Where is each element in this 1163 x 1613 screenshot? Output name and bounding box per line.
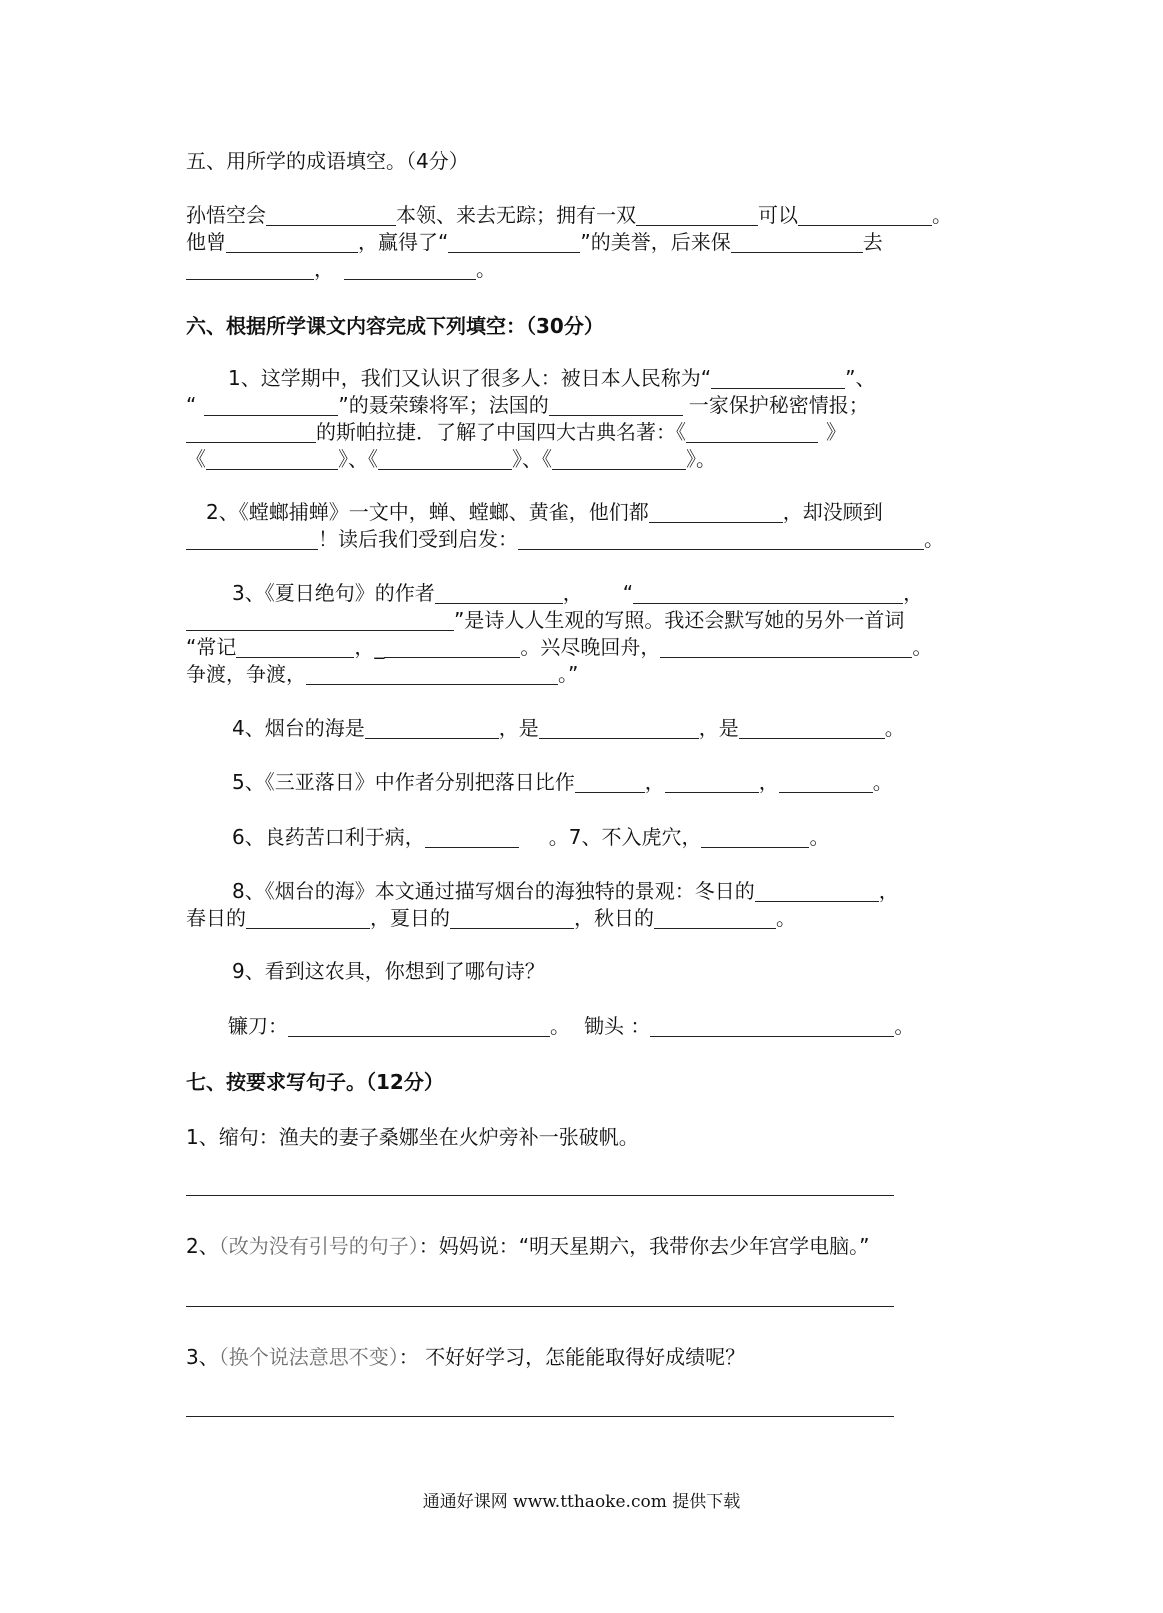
- text: ，: [314, 257, 334, 281]
- text: 3、《夏日绝句》的作者: [232, 581, 435, 605]
- s7-q1: 1、缩句：渔夫的妻子桑娜坐在火炉旁补一张破帆。: [186, 1125, 639, 1149]
- blank-field[interactable]: [378, 449, 512, 470]
- section-7-heading: 七、按要求写句子。（12分）: [186, 1070, 444, 1094]
- s5-line-2: [186, 229, 883, 255]
- blank-field[interactable]: [755, 881, 879, 902]
- q1-line-4: [186, 446, 716, 472]
- blank-field[interactable]: [711, 368, 845, 389]
- blank-field[interactable]: [731, 232, 863, 253]
- text: 。: [894, 1014, 915, 1038]
- text: 。: [476, 257, 496, 281]
- answer-line[interactable]: [186, 1416, 894, 1417]
- text: ，是: [498, 716, 539, 740]
- q6-q7-line: [232, 824, 829, 850]
- text: “: [186, 393, 197, 417]
- s5-line-1: [186, 202, 952, 228]
- text: ，: [562, 581, 583, 605]
- blank-field[interactable]: [186, 422, 316, 443]
- answer-line[interactable]: [186, 1195, 894, 1196]
- text: 春日的: [186, 906, 246, 930]
- text: 。7、不入虎穴，: [548, 825, 702, 849]
- blank-field[interactable]: [306, 664, 558, 685]
- blank-field[interactable]: [549, 395, 683, 416]
- text: “常记: [186, 635, 237, 659]
- text: 的斯帕拉捷．了解了中国四大古典名著：《: [316, 420, 686, 444]
- text: 2、《螳螂捕蝉》一文中，蝉、螳螂、黄雀，他们都: [206, 500, 649, 524]
- text: 他曾: [186, 230, 226, 254]
- text: ，_: [354, 635, 385, 659]
- blank-field[interactable]: [226, 232, 358, 253]
- blank-field[interactable]: [575, 772, 645, 793]
- blank-field[interactable]: [344, 259, 476, 280]
- blank-field[interactable]: [384, 637, 520, 658]
- text: 。: [776, 906, 796, 930]
- instruction-text: （换个说法意思不变）: [218, 1345, 399, 1369]
- text: ，: [644, 770, 665, 794]
- blank-field[interactable]: [288, 1016, 550, 1037]
- s5-line-3: [186, 256, 496, 282]
- text: 》、《: [512, 447, 552, 471]
- text: 6、良药苦口利于病，: [232, 825, 425, 849]
- blank-field[interactable]: [654, 908, 776, 929]
- blank-field[interactable]: [636, 205, 758, 226]
- q9-line-1: 9、看到这农具，你想到了哪句诗？: [232, 959, 545, 983]
- text: ”是诗人人生观的写照。我还会默写她的另外一首词: [454, 608, 905, 632]
- instruction-text: （改为没有引号的句子）: [218, 1234, 419, 1258]
- blank-field[interactable]: [552, 449, 686, 470]
- q3-line-1: [232, 580, 923, 606]
- blank-field[interactable]: [701, 827, 809, 848]
- text: 。: [550, 1014, 570, 1038]
- q3-line-3: [186, 634, 932, 660]
- blank-field[interactable]: [246, 908, 370, 929]
- text: 。: [932, 203, 952, 227]
- text: 。兴尽晚回舟，: [520, 635, 661, 659]
- q8-line-2: [186, 905, 796, 931]
- blank-field[interactable]: [425, 827, 519, 848]
- text: ，: [758, 770, 779, 794]
- text: 镰刀：: [228, 1014, 288, 1038]
- section-5-heading: 五、用所学的成语填空。（4分）: [186, 149, 469, 173]
- text: ”的聂荣臻将军；法国的: [338, 393, 549, 417]
- blank-field[interactable]: [365, 718, 499, 739]
- blank-field[interactable]: [779, 772, 873, 793]
- blank-field[interactable]: [539, 718, 699, 739]
- blank-field[interactable]: [650, 1016, 894, 1037]
- blank-field[interactable]: [266, 205, 396, 226]
- text: 。: [912, 635, 933, 659]
- text: 去: [862, 230, 883, 254]
- text: 1、这学期中，我们又认识了很多人：被日本人民称为“: [228, 366, 712, 390]
- text: 可以: [758, 203, 798, 227]
- text: 一家保护秘密情报；: [688, 393, 869, 417]
- text: ，: [903, 581, 924, 605]
- q1-line-3: [186, 419, 846, 445]
- q2-line-2: [186, 526, 944, 552]
- text: ，夏日的: [370, 906, 450, 930]
- text: 5、《三亚落日》中作者分别把落日比作: [232, 770, 575, 794]
- text: 》: [826, 420, 846, 444]
- text: ： 不好好学习，怎能能取得好成绩呢？: [398, 1345, 746, 1369]
- text: ，秋日的: [574, 906, 654, 930]
- text: 4、烟台的海是: [232, 716, 365, 740]
- text: 孙悟空会: [186, 203, 266, 227]
- q2-line-1: [206, 499, 883, 525]
- text: 。: [884, 716, 905, 740]
- blank-field[interactable]: [435, 583, 563, 604]
- page-footer: 通通好课网 www.tthaoke.com 提供下载: [422, 1492, 741, 1512]
- text: 8、《烟台的海》本文通过描写烟台的海独特的景观：冬日的: [232, 879, 755, 903]
- text: 锄头 ：: [584, 1014, 651, 1038]
- text: 。: [924, 527, 944, 551]
- q1-line-1: [228, 365, 875, 391]
- text: 2、: [186, 1234, 219, 1258]
- blank-field[interactable]: [186, 529, 318, 550]
- blank-field[interactable]: [739, 718, 885, 739]
- text: ：妈妈说：“明天星期六，我带你去少年宫学电脑。”: [418, 1234, 870, 1258]
- text: ！读后我们受到启发：: [318, 527, 518, 551]
- blank-field[interactable]: [660, 637, 912, 658]
- text: 》、《: [338, 447, 378, 471]
- text: ”的美誉，后来保: [580, 230, 731, 254]
- text: 。: [872, 770, 893, 794]
- blank-field[interactable]: [186, 610, 454, 631]
- blank-field[interactable]: [204, 395, 338, 416]
- blank-field[interactable]: [236, 637, 354, 658]
- text: ，却没顾到: [782, 500, 883, 524]
- blank-field[interactable]: [186, 259, 314, 280]
- text: 争渡，争渡，: [186, 662, 306, 686]
- blank-field[interactable]: [649, 502, 783, 523]
- text: 3、: [186, 1345, 219, 1369]
- answer-line[interactable]: [186, 1306, 894, 1307]
- blank-field[interactable]: [798, 205, 932, 226]
- s7-q3: [186, 1344, 745, 1370]
- q9-line-2: [228, 1013, 914, 1039]
- text: 《: [186, 447, 206, 471]
- text: ，是: [698, 716, 739, 740]
- q3-line-2: [186, 607, 904, 633]
- blank-field[interactable]: [450, 908, 574, 929]
- q3-line-4: [186, 661, 578, 687]
- q8-line-1: [232, 878, 899, 904]
- q4-line: [232, 715, 905, 741]
- section-6-heading: 六、根据所学课文内容完成下列填空：（30分）: [186, 314, 604, 338]
- text: 。: [809, 825, 830, 849]
- blank-field[interactable]: [686, 422, 818, 443]
- text: “: [622, 581, 634, 605]
- text: 》。: [686, 447, 716, 471]
- blank-field[interactable]: [518, 529, 924, 550]
- text: 本领、来去无踪；拥有一双: [396, 203, 636, 227]
- text: ，: [878, 879, 899, 903]
- q5-line: [232, 769, 893, 795]
- blank-field[interactable]: [665, 772, 759, 793]
- text: ”、: [845, 366, 876, 390]
- blank-field[interactable]: [448, 232, 580, 253]
- blank-field[interactable]: [206, 449, 338, 470]
- text: ，赢得了“: [358, 230, 449, 254]
- text: 。”: [558, 662, 579, 686]
- s7-q2: [186, 1233, 869, 1259]
- q1-line-2: [186, 392, 869, 418]
- blank-field[interactable]: [633, 583, 903, 604]
